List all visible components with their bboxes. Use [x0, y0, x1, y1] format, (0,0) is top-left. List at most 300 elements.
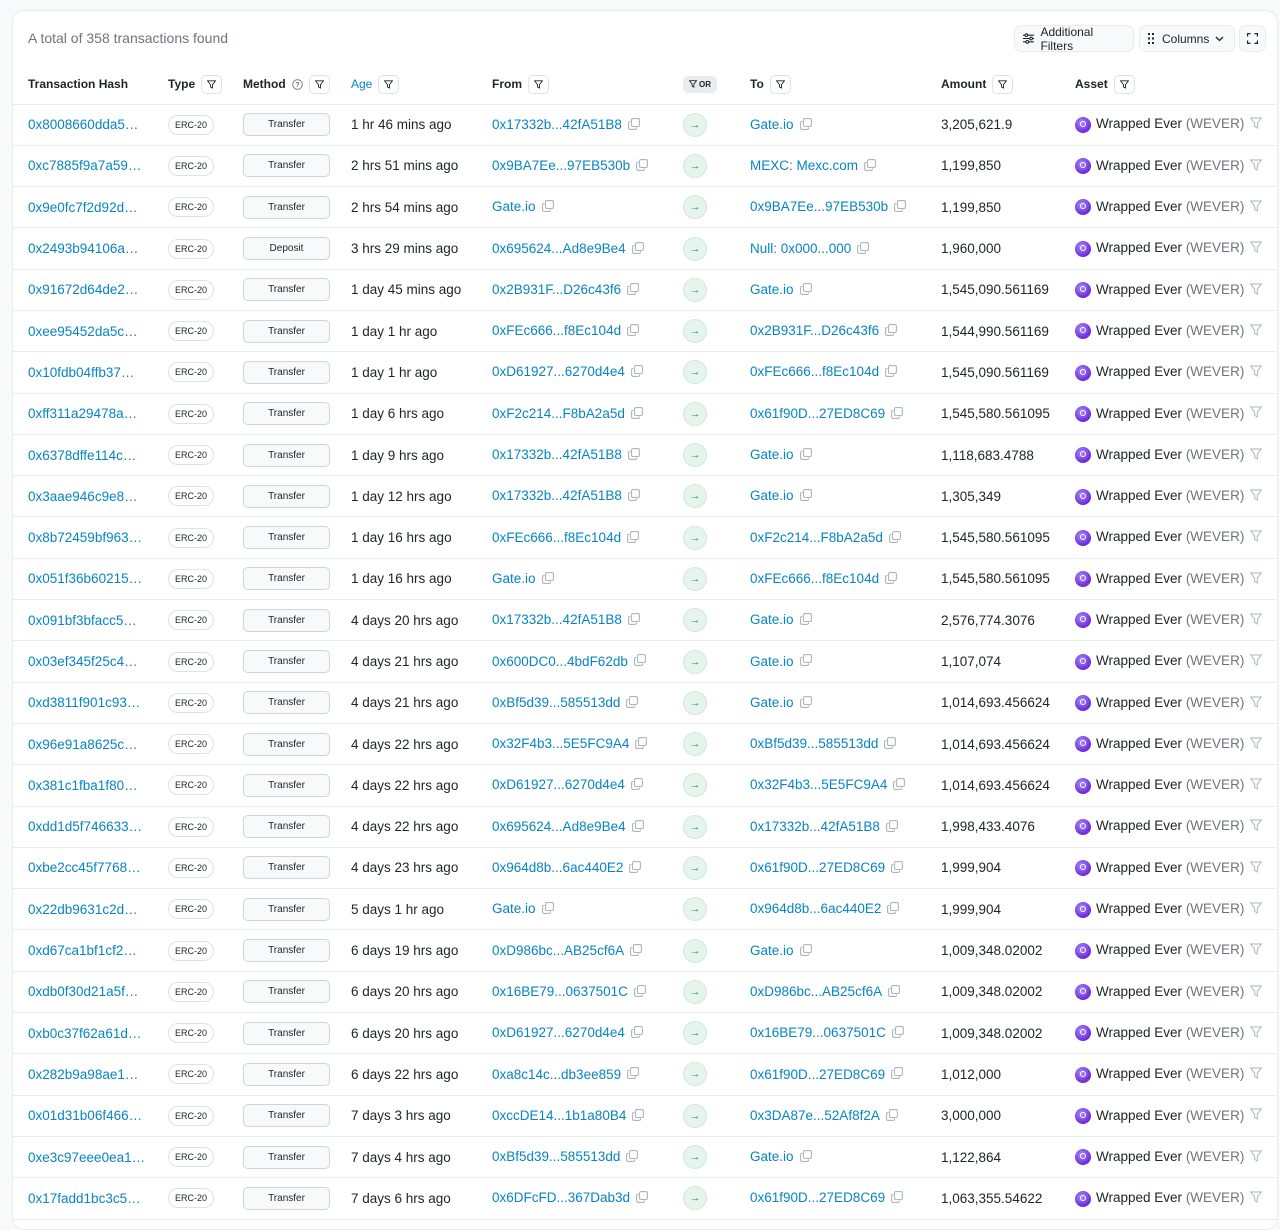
copy-icon[interactable] [800, 448, 812, 463]
help-circle-icon[interactable] [292, 79, 303, 90]
transaction-hash-link[interactable]: 0xdb0f30d21a5f… [28, 984, 139, 1000]
copy-icon[interactable] [888, 985, 900, 1000]
to-address-link[interactable]: 0x17332b...42fA51B8 [750, 818, 880, 834]
filter-icon[interactable] [1114, 75, 1135, 94]
to-address-link[interactable]: Gate.io [750, 612, 794, 628]
copy-icon[interactable] [857, 242, 869, 257]
copy-icon[interactable] [886, 820, 898, 835]
from-address-link[interactable]: 0x964d8b...6ac440E2 [492, 860, 624, 876]
transaction-hash-link[interactable]: 0x3aae946c9e8… [28, 488, 138, 504]
asset-symbol: (WEVER) [1185, 694, 1245, 710]
copy-icon[interactable] [626, 696, 638, 711]
from-address-link[interactable]: 0x17332b...42fA51B8 [492, 612, 622, 628]
copy-icon[interactable] [631, 778, 643, 793]
amount-text: 1,545,580.561095 [941, 406, 1050, 422]
copy-icon[interactable] [631, 407, 643, 422]
transaction-hash-link[interactable]: 0xc7885f9a7a59… [28, 158, 142, 174]
amount-text: 1,544,990.561169 [941, 323, 1049, 339]
transaction-hash-link[interactable]: 0x282b9a98ae1… [28, 1066, 139, 1082]
columns-icon [1148, 33, 1156, 44]
to-address-link[interactable]: Gate.io [750, 488, 794, 504]
table-row [13, 600, 1278, 641]
copy-icon[interactable] [800, 696, 812, 711]
asset-name[interactable]: Wrapped Ever [1096, 199, 1183, 215]
copy-icon[interactable] [631, 1026, 643, 1041]
to-address-link[interactable]: 0x16BE79...0637501C [750, 1025, 886, 1041]
or-filter-toggle[interactable]: OR [683, 76, 717, 93]
from-address-link[interactable]: 0xF2c214...F8bA2a5d [492, 405, 625, 421]
fullscreen-button[interactable] [1239, 25, 1266, 52]
table-row [13, 806, 1278, 847]
type-badge: ERC-20 [168, 486, 214, 506]
copy-icon[interactable] [894, 200, 906, 215]
transaction-hash-link[interactable]: 0x22db9631c2d… [28, 901, 138, 917]
filter-icon[interactable] [378, 75, 399, 94]
to-address-link[interactable]: 0x9BA7Ee...97EB530b [750, 199, 889, 215]
type-badge: ERC-20 [168, 858, 214, 878]
asset-symbol: (WEVER) [1185, 859, 1245, 875]
columns-button[interactable] [1139, 25, 1235, 52]
from-address-link[interactable]: 0xBf5d39...585513dd [492, 1149, 621, 1165]
filter-icon[interactable] [1250, 200, 1262, 215]
to-address-link[interactable]: 0x61f90D...27ED8C69 [750, 860, 886, 876]
asset-name[interactable]: Wrapped Ever [1096, 405, 1183, 421]
copy-icon[interactable] [800, 654, 812, 669]
copy-icon[interactable] [886, 1109, 898, 1124]
wever-token-icon [1075, 365, 1091, 381]
from-address-link[interactable]: Gate.io [492, 901, 536, 917]
copy-icon[interactable] [542, 902, 554, 917]
age-text: 4 days 22 hrs ago [351, 819, 459, 835]
filter-icon[interactable] [1250, 530, 1262, 545]
amount-text: 1,999,904 [941, 860, 1002, 876]
method-badge: Transfer [243, 733, 330, 756]
from-address-link[interactable]: 0x32F4b3...5E5FC9A4 [492, 736, 630, 752]
header-from: From [492, 65, 683, 104]
copy-icon[interactable] [627, 531, 639, 546]
header-age[interactable]: Age [351, 65, 492, 104]
asset-symbol: (WEVER) [1185, 983, 1245, 999]
table-header-row [13, 65, 1278, 104]
from-address-link[interactable]: Gate.io [492, 199, 536, 215]
to-address-link[interactable]: 0x3DA87e...52Af8f2A [750, 1107, 880, 1123]
type-badge: ERC-20 [168, 528, 214, 548]
type-badge: ERC-20 [168, 1188, 214, 1208]
asset-symbol: (WEVER) [1185, 529, 1245, 545]
asset-name[interactable]: Wrapped Ever [1096, 611, 1183, 627]
wever-token-icon [1075, 1149, 1091, 1165]
transaction-hash-link[interactable]: 0x91672d64de2… [28, 282, 139, 298]
asset-name[interactable]: Wrapped Ever [1096, 653, 1183, 669]
type-badge: ERC-20 [168, 941, 214, 961]
transaction-hash-link[interactable]: 0xee95452da5c… [28, 323, 138, 339]
from-address-link[interactable]: 0x695624...Ad8e9Be4 [492, 818, 626, 834]
transaction-hash-link[interactable]: 0x96e91a8625c… [28, 736, 138, 752]
age-text: 1 day 16 hrs ago [351, 571, 452, 587]
type-badge: ERC-20 [168, 610, 214, 630]
to-address-link[interactable]: Gate.io [750, 653, 794, 669]
to-address-link[interactable]: 0x32F4b3...5E5FC9A4 [750, 777, 888, 793]
type-badge: ERC-20 [168, 156, 214, 176]
from-address-link[interactable]: 0xD61927...6270d4e4 [492, 1025, 625, 1041]
amount-text: 1,545,580.561095 [941, 530, 1050, 546]
filter-icon[interactable] [770, 75, 791, 94]
asset-name[interactable]: Wrapped Ever [1096, 116, 1183, 132]
transaction-hash-link[interactable]: 0xd3811f901c93… [28, 695, 141, 711]
to-address-link[interactable]: 0x61f90D...27ED8C69 [750, 1190, 886, 1206]
to-address-link[interactable]: 0xFEc666...f8Ec104d [750, 570, 880, 586]
type-badge: ERC-20 [168, 734, 214, 754]
to-address-link[interactable]: 0x2B931F...D26c43f6 [750, 323, 880, 339]
from-address-link[interactable]: 0x6DFcFD...367Dab3d [492, 1190, 631, 1206]
asset-name[interactable]: Wrapped Ever [1096, 735, 1183, 751]
filter-icon[interactable] [1250, 1108, 1262, 1123]
from-address-link[interactable]: 0x17332b...42fA51B8 [492, 116, 622, 132]
header-method: Method ? [243, 65, 351, 104]
filter-icon[interactable] [1250, 448, 1262, 463]
asset-name[interactable]: Wrapped Ever [1096, 901, 1183, 917]
direction-arrow-icon: → [683, 526, 707, 550]
copy-icon[interactable] [627, 324, 639, 339]
asset-name[interactable]: Wrapped Ever [1096, 488, 1183, 504]
from-address-link[interactable]: 0xa8c14c...db3ee859 [492, 1066, 622, 1082]
method-badge: Transfer [243, 1146, 330, 1169]
filter-icon[interactable] [1250, 1067, 1262, 1082]
copy-icon[interactable] [628, 448, 640, 463]
age-text: 2 hrs 54 mins ago [351, 199, 459, 215]
method-badge: Transfer [243, 154, 330, 177]
copy-icon[interactable] [891, 407, 903, 422]
age-text: 4 days 23 hrs ago [351, 860, 459, 876]
direction-arrow-icon: → [683, 1021, 707, 1045]
copy-icon[interactable] [630, 944, 642, 959]
asset-name[interactable]: Wrapped Ever [1096, 1148, 1183, 1164]
from-address-link[interactable]: 0x16BE79...0637501C [492, 983, 628, 999]
filter-icon[interactable] [1250, 365, 1262, 380]
filter-icon[interactable] [1250, 943, 1262, 958]
transaction-hash-link[interactable]: 0x381c1fba1f80… [28, 777, 138, 793]
from-address-link[interactable]: 0xFEc666...f8Ec104d [492, 323, 622, 339]
copy-icon[interactable] [632, 1109, 644, 1124]
wever-token-icon [1075, 406, 1091, 422]
transaction-hash-link[interactable]: 0x17fadd1bc3c5… [28, 1190, 141, 1206]
transaction-hash-link[interactable]: 0x6378dffe114c… [28, 447, 137, 463]
filter-icon[interactable] [528, 75, 549, 94]
filter-icon[interactable] [1250, 985, 1262, 1000]
filter-icon[interactable] [1250, 572, 1262, 587]
transaction-count-summary: A total of 358 transactions found [28, 30, 229, 46]
transaction-hash-link[interactable]: 0xd67ca1bf1cf2… [28, 943, 137, 959]
asset-name[interactable]: Wrapped Ever [1096, 777, 1183, 793]
direction-arrow-icon: → [683, 773, 707, 797]
table-row [13, 1095, 1278, 1136]
from-address-link[interactable]: 0x9BA7Ee...97EB530b [492, 157, 631, 173]
wever-token-icon [1075, 860, 1091, 876]
from-address-link[interactable]: 0x695624...Ad8e9Be4 [492, 240, 626, 256]
from-address-link[interactable]: 0x600DC0...4bdF62db [492, 653, 628, 669]
filter-icon[interactable] [1250, 283, 1262, 298]
amount-text: 1,009,348.02002 [941, 1025, 1043, 1041]
filter-icon[interactable] [1250, 159, 1262, 174]
wever-token-icon [1075, 943, 1091, 959]
transaction-hash-link[interactable]: 0x8008660dda5… [28, 117, 139, 133]
copy-icon[interactable] [631, 365, 643, 380]
copy-icon[interactable] [892, 1026, 904, 1041]
method-badge: Transfer [243, 856, 330, 879]
copy-icon[interactable] [885, 365, 897, 380]
filter-icon[interactable] [1250, 819, 1262, 834]
copy-icon[interactable] [800, 118, 812, 133]
to-address-link[interactable]: Null: 0x000...000 [750, 240, 852, 256]
direction-arrow-icon: → [683, 319, 707, 343]
method-badge: Transfer [243, 278, 330, 301]
method-badge: Transfer [243, 980, 330, 1003]
amount-text: 1,122,864 [941, 1149, 1002, 1165]
svg-text:?: ? [295, 81, 300, 89]
filter-icon[interactable] [1250, 902, 1262, 917]
amount-text: 1,545,580.561095 [941, 571, 1050, 587]
filter-icon[interactable] [1250, 1150, 1262, 1165]
asset-name[interactable]: Wrapped Ever [1096, 157, 1183, 173]
filter-icon[interactable] [992, 75, 1013, 94]
type-badge: ERC-20 [168, 1023, 214, 1043]
copy-icon[interactable] [800, 1150, 812, 1165]
asset-name[interactable]: Wrapped Ever [1096, 859, 1183, 875]
copy-icon[interactable] [636, 1191, 648, 1206]
age-text: 4 days 21 hrs ago [351, 695, 459, 711]
amount-text: 1,118,683.4788 [941, 447, 1034, 463]
wever-token-icon [1075, 1025, 1091, 1041]
filter-icon[interactable] [1250, 1191, 1262, 1206]
wever-token-icon [1075, 323, 1091, 339]
to-address-link[interactable]: 0xF2c214...F8bA2a5d [750, 529, 883, 545]
method-badge: Transfer [243, 1022, 330, 1045]
asset-name[interactable]: Wrapped Ever [1096, 1107, 1183, 1123]
copy-icon[interactable] [885, 572, 897, 587]
method-badge: Transfer [243, 1187, 330, 1210]
to-address-link[interactable]: Gate.io [750, 942, 794, 958]
copy-icon[interactable] [636, 159, 648, 174]
amount-text: 1,014,693.456624 [941, 695, 1050, 711]
to-address-link[interactable]: Gate.io [750, 447, 794, 463]
to-address-link[interactable]: 0x61f90D...27ED8C69 [750, 1066, 886, 1082]
age-text: 4 days 20 hrs ago [351, 612, 459, 628]
age-text: 7 days 6 hrs ago [351, 1190, 451, 1206]
to-address-link[interactable]: 0x964d8b...6ac440E2 [750, 901, 882, 917]
to-address-link[interactable]: 0xD986bc...AB25cf6A [750, 983, 883, 999]
asset-name[interactable]: Wrapped Ever [1096, 446, 1183, 462]
copy-icon[interactable] [626, 1150, 638, 1165]
amount-text: 3,205,621.9 [941, 117, 1013, 133]
from-address-link[interactable]: Gate.io [492, 570, 536, 586]
filter-icon[interactable] [1250, 1026, 1262, 1041]
age-text: 1 day 45 mins ago [351, 282, 462, 298]
amount-text: 1,107,074 [941, 654, 1002, 669]
filter-icon[interactable] [201, 75, 222, 94]
copy-icon[interactable] [800, 283, 812, 298]
copy-icon[interactable] [887, 902, 899, 917]
table-row [13, 104, 1278, 145]
filter-icon[interactable] [1250, 406, 1262, 421]
transaction-hash-link[interactable]: 0x9e0fc7f2d92d… [28, 199, 138, 215]
type-badge: ERC-20 [168, 569, 214, 589]
wever-token-icon [1075, 571, 1091, 587]
copy-icon[interactable] [634, 654, 646, 669]
filter-icon[interactable] [1250, 696, 1262, 711]
direction-arrow-icon: → [683, 1145, 707, 1169]
table-row [13, 352, 1278, 393]
copy-icon[interactable] [891, 1191, 903, 1206]
to-address-link[interactable]: Gate.io [750, 1149, 794, 1165]
filter-icon[interactable] [1250, 117, 1262, 132]
copy-icon[interactable] [542, 572, 554, 587]
from-address-link[interactable]: 0xD61927...6270d4e4 [492, 364, 625, 380]
transaction-hash-link[interactable]: 0xff311a29478a… [28, 406, 138, 422]
from-address-link[interactable]: 0xFEc666...f8Ec104d [492, 529, 622, 545]
filter-icon[interactable] [1250, 489, 1262, 504]
asset-name[interactable]: Wrapped Ever [1096, 983, 1183, 999]
copy-icon[interactable] [634, 985, 646, 1000]
filter-icon[interactable] [1250, 241, 1262, 256]
direction-arrow-icon: → [683, 815, 707, 839]
copy-icon[interactable] [891, 861, 903, 876]
copy-icon[interactable] [628, 118, 640, 133]
transaction-hash-link[interactable]: 0x10fdb04ffb37… [28, 364, 135, 380]
filter-icon[interactable] [1250, 778, 1262, 793]
copy-icon[interactable] [864, 159, 876, 174]
from-address-link[interactable]: 0x17332b...42fA51B8 [492, 488, 622, 504]
transaction-hash-link[interactable]: 0x2493b94106a… [28, 241, 139, 257]
wever-token-icon [1075, 530, 1091, 546]
copy-icon[interactable] [629, 861, 641, 876]
to-address-link[interactable]: 0xBf5d39...585513dd [750, 736, 879, 752]
filter-icon[interactable] [1250, 861, 1262, 876]
transaction-hash-link[interactable]: 0x051f36b60215… [28, 571, 143, 587]
asset-name[interactable]: Wrapped Ever [1096, 529, 1183, 545]
asset-name[interactable]: Wrapped Ever [1096, 322, 1183, 338]
asset-name[interactable]: Wrapped Ever [1096, 1190, 1183, 1206]
copy-icon[interactable] [632, 242, 644, 257]
additional-filters-button[interactable] [1014, 25, 1134, 52]
copy-icon[interactable] [893, 778, 905, 793]
direction-arrow-icon: → [683, 278, 707, 302]
method-badge: Transfer [243, 774, 330, 797]
asset-name[interactable]: Wrapped Ever [1096, 1066, 1183, 1082]
transaction-hash-link[interactable]: 0x01d31b06f466… [28, 1108, 143, 1124]
filter-icon[interactable] [1250, 613, 1262, 628]
copy-icon[interactable] [628, 613, 640, 628]
asset-name[interactable]: Wrapped Ever [1096, 942, 1183, 958]
from-address-link[interactable]: 0xBf5d39...585513dd [492, 694, 621, 710]
filter-icon[interactable] [309, 75, 330, 94]
copy-icon[interactable] [628, 489, 640, 504]
transaction-hash-link[interactable]: 0x091bf3bfacc5… [28, 612, 137, 628]
transaction-hash-link[interactable]: 0xb0c37f62a61d… [28, 1025, 142, 1041]
asset-name[interactable]: Wrapped Ever [1096, 281, 1183, 297]
asset-symbol: (WEVER) [1185, 611, 1245, 627]
wever-token-icon [1075, 447, 1091, 463]
from-address-link[interactable]: 0xD986bc...AB25cf6A [492, 942, 625, 958]
type-badge: ERC-20 [168, 1147, 214, 1167]
transaction-hash-link[interactable]: 0x8b72459bf963… [28, 530, 143, 546]
transaction-hash-link[interactable]: 0xe3c97eee0ea1… [28, 1149, 146, 1165]
method-badge: Transfer [243, 691, 330, 714]
to-address-link[interactable]: MEXC: Mexc.com [750, 157, 859, 173]
age-text: 1 day 9 hrs ago [351, 447, 445, 463]
to-address-link[interactable]: 0x61f90D...27ED8C69 [750, 405, 886, 421]
method-badge: Transfer [243, 1063, 330, 1086]
copy-icon[interactable] [627, 283, 639, 298]
copy-icon[interactable] [635, 737, 647, 752]
copy-icon[interactable] [800, 613, 812, 628]
amount-text: 1,199,850 [941, 199, 1002, 215]
method-badge: Transfer [243, 650, 330, 673]
table-row [13, 393, 1278, 434]
to-address-link[interactable]: Gate.io [750, 281, 794, 297]
from-address-link[interactable]: 0xD61927...6270d4e4 [492, 777, 625, 793]
copy-icon[interactable] [800, 944, 812, 959]
table-row [13, 558, 1278, 599]
to-address-link[interactable]: Gate.io [750, 116, 794, 132]
type-badge: ERC-20 [168, 775, 214, 795]
from-address-link[interactable]: 0xccDE14...1b1a80B4 [492, 1107, 627, 1123]
transaction-hash-link[interactable]: 0x03ef345f25c4… [28, 654, 138, 669]
table-row [13, 1013, 1278, 1054]
asset-name[interactable]: Wrapped Ever [1096, 1024, 1183, 1040]
to-address-link[interactable]: 0xFEc666...f8Ec104d [750, 364, 880, 380]
from-address-link[interactable]: 0x2B931F...D26c43f6 [492, 281, 622, 297]
asset-name[interactable]: Wrapped Ever [1096, 364, 1183, 380]
transaction-hash-link[interactable]: 0xdd1d5f746633… [28, 819, 143, 835]
direction-arrow-icon: → [683, 567, 707, 591]
asset-name[interactable]: Wrapped Ever [1096, 570, 1183, 586]
copy-icon[interactable] [627, 1067, 639, 1082]
wever-token-icon [1075, 117, 1091, 133]
asset-symbol: (WEVER) [1185, 901, 1245, 917]
copy-icon[interactable] [885, 324, 897, 339]
filter-icon[interactable] [1250, 654, 1262, 669]
filter-icon[interactable] [1250, 737, 1262, 752]
asset-name[interactable]: Wrapped Ever [1096, 240, 1183, 256]
direction-arrow-icon: → [683, 608, 707, 632]
table-row [13, 641, 1278, 682]
method-badge: Deposit [243, 237, 330, 260]
copy-icon[interactable] [542, 200, 554, 215]
asset-name[interactable]: Wrapped Ever [1096, 818, 1183, 834]
asset-symbol: (WEVER) [1185, 1148, 1245, 1164]
copy-icon[interactable] [884, 737, 896, 752]
amount-text: 1,960,000 [941, 241, 1002, 257]
age-text: 1 hr 46 mins ago [351, 117, 452, 133]
filter-icon[interactable] [1250, 324, 1262, 339]
copy-icon[interactable] [889, 531, 901, 546]
direction-arrow-icon: → [683, 113, 707, 137]
from-address-link[interactable]: 0x17332b...42fA51B8 [492, 447, 622, 463]
table-row [13, 1136, 1278, 1177]
asset-symbol: (WEVER) [1185, 199, 1245, 215]
direction-arrow-icon: → [683, 154, 707, 178]
copy-icon[interactable] [632, 820, 644, 835]
copy-icon[interactable] [891, 1067, 903, 1082]
asset-name[interactable]: Wrapped Ever [1096, 694, 1183, 710]
age-text: 1 day 12 hrs ago [351, 488, 452, 504]
direction-arrow-icon: → [683, 402, 707, 426]
transaction-hash-link[interactable]: 0xbe2cc45f7768… [28, 860, 141, 876]
copy-icon[interactable] [800, 489, 812, 504]
method-badge: Transfer [243, 526, 330, 549]
chevron-down-icon [1215, 36, 1224, 42]
to-address-link[interactable]: Gate.io [750, 694, 794, 710]
